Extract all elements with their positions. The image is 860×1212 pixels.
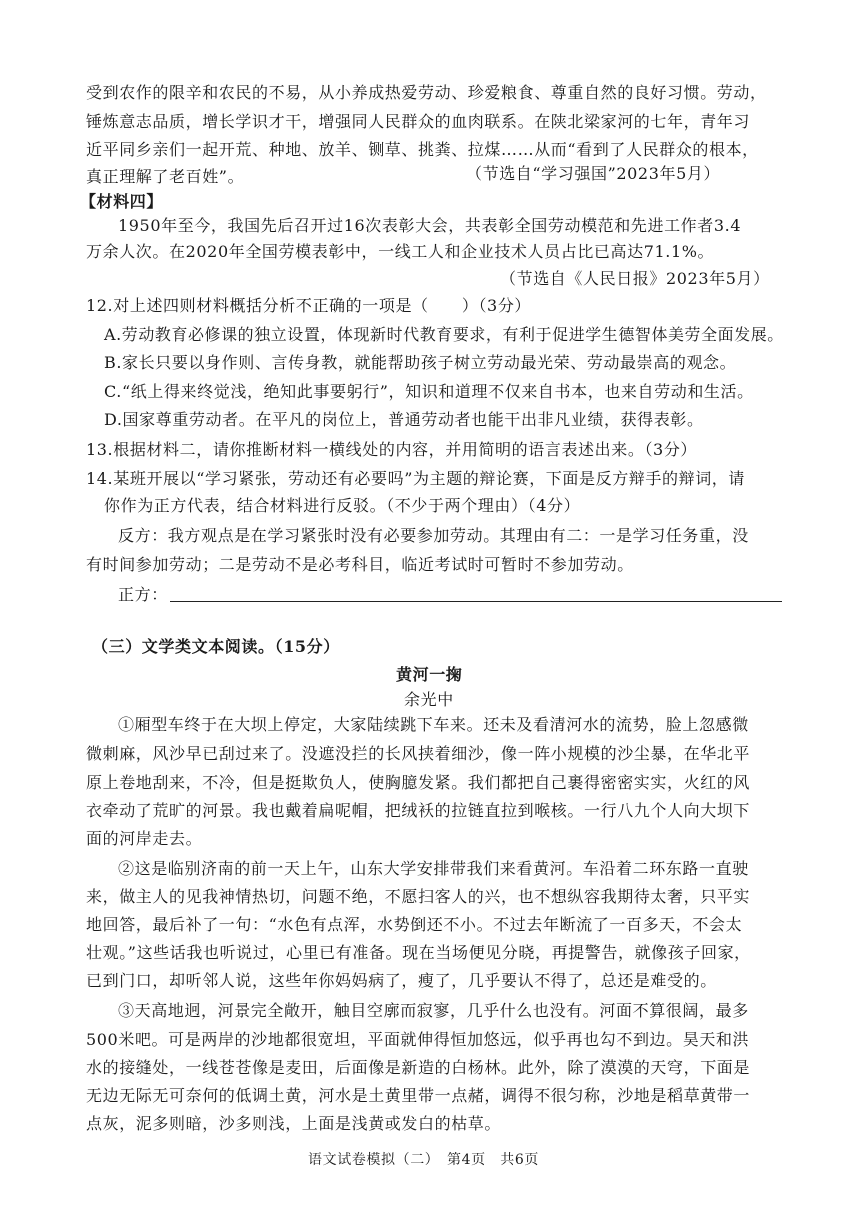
paragraph-line: 地回答，最后补了一句：“水色有点浑，水势倒还不小。不过去年断流了一百多天，不会太: [86, 915, 743, 934]
material4-line: 1950年至今，我国先后召开过16次表彰大会，共表彰全国劳动模范和先进工作者3.4: [118, 216, 742, 235]
question-12-stem: 12.对上述四则材料概括分析不正确的一项是（ ）（3分）: [86, 296, 532, 315]
material3-source: （节选自“学习强国”2023年5月）: [466, 164, 721, 183]
question-14-stem: 14.某班开展以“学习紧张，劳动还有必要吗”为主题的辩论赛，下面是反方辩手的辩词，请: [86, 469, 746, 488]
paragraph-line: ②这是临别济南的前一天上午，山东大学安排带我们来看黄河。车沿着二环东路一直驶: [118, 859, 749, 878]
paragraph-line: 微刺麻，风沙早已刮过来了。没遮没拦的长风挟着细沙，像一阵小规模的沙尘暴，在华北平: [86, 744, 751, 763]
paragraph-line: 壮观。”这些话我也听说过，心里已有准备。现在当场便见分晓，再提警告，就像孩子回家，: [86, 943, 751, 962]
question-12-option-d: D.国家尊重劳动者。在平凡的岗位上，普通劳动者也能干出非凡业绩，获得表彰。: [104, 410, 704, 429]
material3-line: 近平同乡亲们一起开荒、种地、放羊、铡草、挑粪、拉煤……从而“看到了人民群众的根本，: [86, 140, 759, 159]
paragraph-line: 水的接缝处，一线苍苍像是麦田，后面像是新造的白杨林。此外，除了漠漠的天穹，下面是: [86, 1058, 751, 1077]
pro-label: 正方：: [118, 585, 168, 604]
question-12-option-c: C.“纸上得来终觉浅，绝知此事要躬行”，知识和道理不仅来自书本，也来自劳动和生活。: [104, 382, 754, 401]
paragraph-line: 500米吧。可是两岸的沙地都很宽坦，平面就伸得恒加悠远，似乎再也勾不到边。昊天和洪: [86, 1030, 750, 1049]
paragraph-line: 原上卷地刮来，不冷，但是挺欺负人，使胸臆发紧。我们都把自己裹得密密实实，火红的风: [86, 773, 751, 792]
article-author: 余光中: [404, 690, 454, 709]
paragraph-line: ③天高地迥，河景完全敞开，触目空廓而寂寥，几乎什么也没有。河面不算很阔，最多: [118, 1001, 749, 1020]
material3-line: 受到农作的限辛和农民的不易，从小养成热爱劳动、珍爱粮食、尊重自然的良好习惯。劳动，: [86, 83, 767, 102]
section-heading: （三）文学类文本阅读。（15分）: [92, 637, 340, 656]
material3-line: 锤炼意志品质，增长学识才干，增强同人民群众的血肉联系。在陕北梁家河的七年，青年习: [86, 112, 751, 131]
paragraph-line: 面的河岸走去。: [86, 829, 203, 848]
material4-line: 万余人次。在2020年全国劳模表彰中，一线工人和企业技术人员占比已高达71.1%。: [86, 242, 715, 261]
question-14-stem: 你作为正方代表，结合材料进行反驳。（不少于两个理由）（4分）: [104, 496, 581, 515]
paragraph-line: 已到门口，却听邻人说，这些年你妈妈病了，瘦了，几乎要认不得了，总还是难受的。: [86, 971, 717, 990]
question-13: 13.根据材料二，请你推断材料一横线处的内容，并用简明的语言表述出来。（3分）: [86, 440, 698, 459]
paragraph-line: 无边无际无可奈何的低调土黄，河水是土黄里带一点赭，调得不很匀称，沙地是稻草黄带一: [86, 1086, 751, 1105]
paragraph-line: 来，做主人的见我神情热切，问题不绝，不愿扫客人的兴，也不想纵容我期待太奢，只平实: [86, 887, 751, 906]
material4-heading: 【材料四】: [80, 192, 164, 211]
article-title: 黄河一掬: [396, 665, 463, 684]
material3-line: 真正理解了老百姓”。: [86, 167, 245, 186]
paragraph-line: ①厢型车终于在大坝上停定，大家陆续跳下车来。还未及看清河水的流势，脸上忽感微: [118, 715, 749, 734]
paragraph-line: 衣牵动了荒旷的河景。我也戴着扁呢帽，把绒袄的拉链直拉到喉核。一行八九个人向大坝下: [86, 801, 751, 820]
paragraph-line: 点灰，泥多则暗，沙多则浅，上面是浅黄或发白的枯草。: [86, 1114, 502, 1133]
question-12-option-a: A.劳动教育必修课的独立设置，体现新时代教育要求，有利于促进学生德智体美劳全面发展。: [104, 325, 784, 344]
con-argument-line: 有时间参加劳动；二是劳动不是必考科目，临近考试时可暂时不参加劳动。: [86, 555, 634, 574]
question-12-option-b: B.家长只要以身作则、言传身教，就能帮助孩子树立劳动最光荣、劳动最崇高的观念。: [104, 353, 737, 372]
con-argument-line: 反方：我方观点是在学习紧张时没有必要参加劳动。其理由有二：一是学习任务重，没: [118, 526, 749, 545]
answer-line[interactable]: [170, 601, 782, 602]
material4-source: （节选自《人民日报》2023年5月）: [500, 269, 770, 288]
page-footer: 语文试卷模拟（二） 第4页 共6页: [308, 1152, 540, 1168]
